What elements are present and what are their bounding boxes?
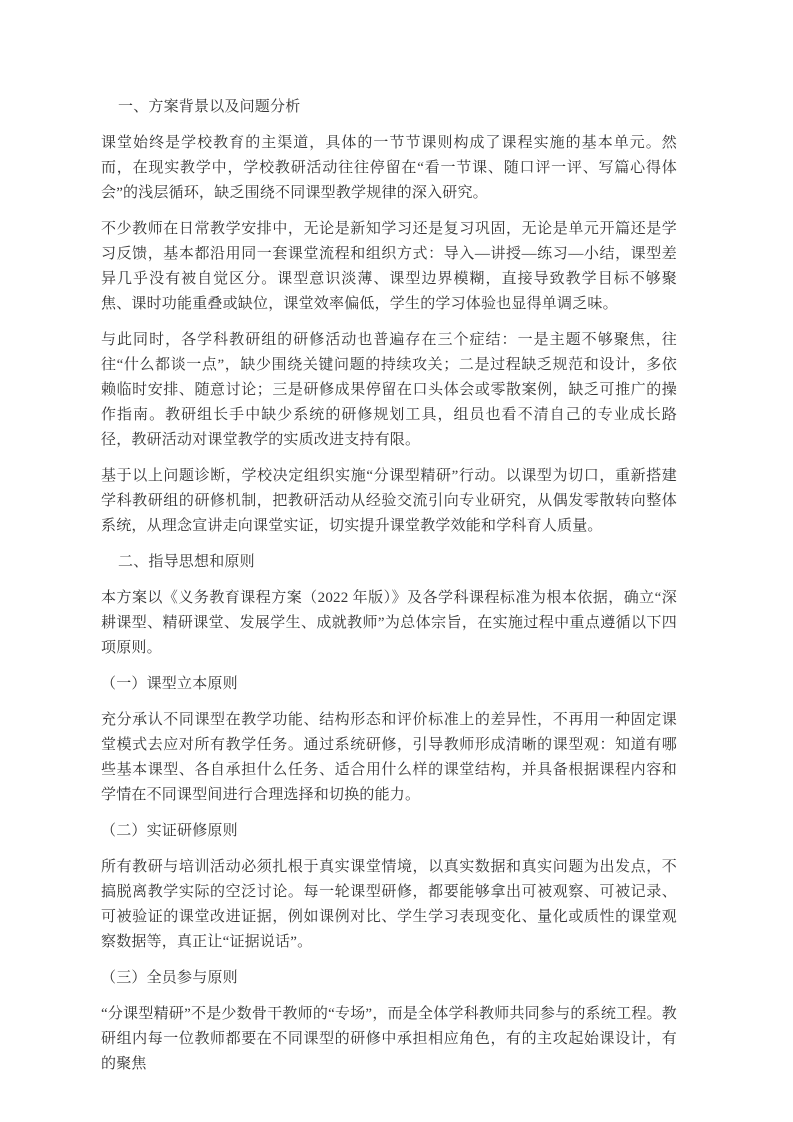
para-principle-2: 所有教研与培训活动必须扎根于真实课堂情境，以真实数据和真实问题为出发点，不搞脱离教学实际的空泛讨论。每一轮课型研修，都要能够拿出可被观察、可被记录、可被验证的课堂改进证据，例如课例对比、学生学习表现变化、量化或质性的课堂观察数据等，真正让“证据说话”。: [101, 859, 677, 950]
para-background-1: 课堂始终是学校教育的主渠道，具体的一节节课则构成了课程实施的基本单元。然而，在现实教学中，学校教研活动往往停留在“看一节课、随口评一评、写篇心得体会”的浅层循环，缺乏围绕不同课型教学规律的深入研究。: [101, 135, 677, 201]
document-body: [101, 95, 677, 1077]
para-background-2: 不少教师在日常教学安排中，无论是新知学习还是复习巩固，无论是单元开篇还是学习反馈，基本都沿用同一套课堂流程和组织方式：导入—讲授—练习—小结，课型差异几乎没有被自觉区分。课型意识淡薄、课型边界模糊，直接导致教学目标不够聚焦、课时功能重叠或缺位，课堂效率偏低，学生的学习体验也显得单调乏味。: [101, 221, 677, 312]
heading-principle-2: （二）实证研修原则: [101, 823, 238, 839]
para-background-4: 基于以上问题诊断，学校决定组织实施“分课型精研”行动。以课型为切口，重新搭建学科教研组的研修机制，把教研活动从经验交流引向专业研究，从偶发零散转向整体系统，从理念宣讲走向课堂实证，切实提升课堂教学效能和学科育人质量。: [101, 468, 677, 534]
para-principle-1: 充分承认不同课型在教学功能、结构形态和评价标准上的差异性，不再用一种固定课堂模式去应对所有教学任务。通过系统研修，引导教师形成清晰的课型观：知道有哪些基本课型、各自承担什么任务、适合用什么样的课堂结构，并具备根据课程内容和学情在不同课型间进行合理选择和切换的能力。: [101, 712, 677, 803]
heading-section-2: 二、指导思想和原则: [118, 554, 255, 570]
heading-principle-3: （三）全员参与原则: [101, 970, 238, 986]
heading-section-1: 一、方案背景以及问题分析: [118, 99, 301, 115]
para-background-3: 与此同时，各学科教研组的研修活动也普遍存在三个症结：一是主题不够聚焦，往往“什么都谈一点”，缺少围绕关键问题的持续攻关；二是过程缺乏规范和设计，多依赖临时安排、随意讨论；三是研修成果停留在口头体会或零散案例，缺乏可推广的操作指南。教研组长手中缺少系统的研修规划工具，组员也看不清自己的专业成长路径，教研活动对课堂教学的实质改进支持有限。: [101, 332, 677, 448]
heading-principle-1: （一）课型立本原则: [101, 676, 238, 692]
para-principle-3: “分课型精研”不是少数骨干教师的“专场”，而是全体学科教师共同参与的系统工程。教研组内每一位教师都要在不同课型的研修中承担相应角色，有的主攻起始课设计，有的聚焦: [101, 1006, 677, 1072]
para-guiding-ideology: 本方案以《义务教育课程方案（2022 年版）》及各学科课程标准为根本依据，确立“深耕课型、精研课堂、发展学生、成就教师”为总体宗旨，在实施过程中重点遵循以下四项原则。: [101, 590, 677, 656]
